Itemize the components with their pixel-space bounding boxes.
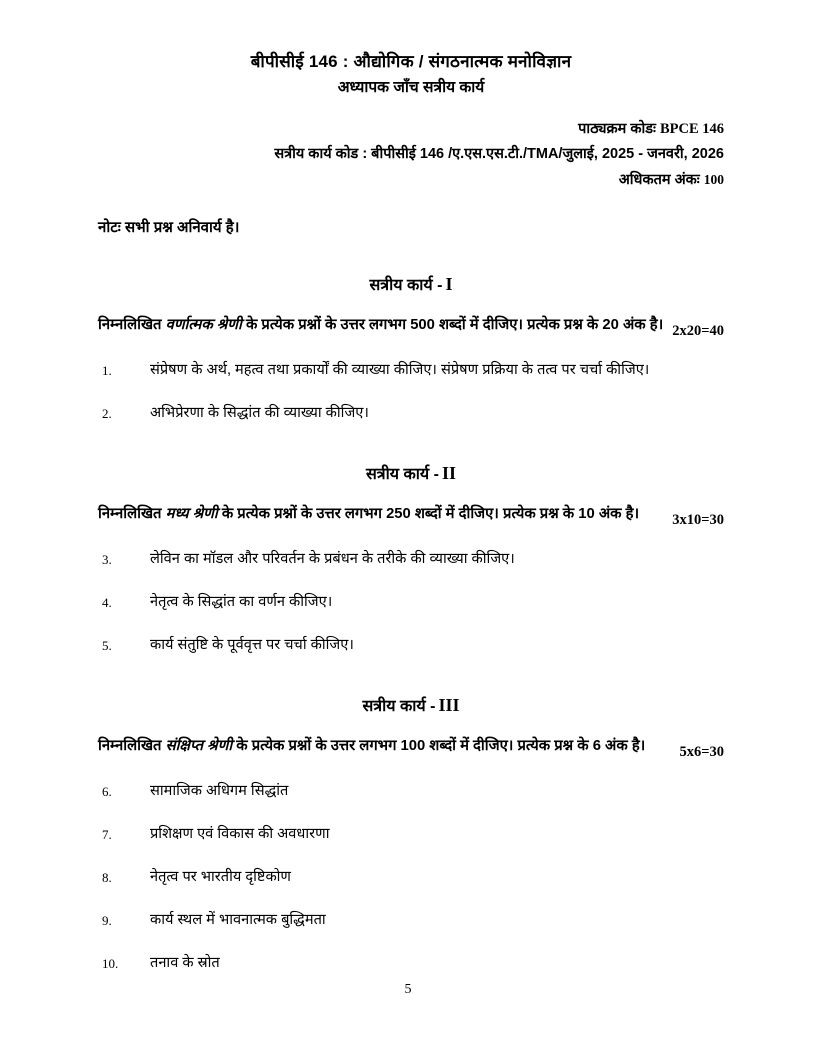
question-item xyxy=(98,590,724,615)
question-number: 7. xyxy=(102,827,112,842)
note-line: नोटः सभी प्रश्न अनिवार्य है। xyxy=(98,219,240,236)
section-1-instruction-italic: वर्णात्मक श्रेणी xyxy=(165,317,242,333)
section-2-question-list xyxy=(98,547,724,658)
section-1-instruction-wrap xyxy=(98,313,724,344)
section-2-instruction-post: के प्रत्येक प्रश्नों के उत्तर लगभग 250 शब्दों में दीजिए। प्रत्येक प्रश्न के 10 अंक है। xyxy=(217,506,640,522)
document-subtitle: अध्यापक जाँच सत्रीय कार्य xyxy=(337,79,485,96)
course-code-value: BPCE 146 xyxy=(659,121,724,137)
question-text: संप्रेषण के अर्थ, महत्व तथा प्रकार्यों की व्याख्या कीजिए। संप्रेषण प्रक्रिया के तत्व पर चर्चा कीजिए। xyxy=(150,362,650,378)
max-marks-label: अधिकतम अंकः xyxy=(618,172,700,188)
section-2-instruction-pre: निम्नलिखित xyxy=(98,506,166,522)
question-item xyxy=(98,358,724,383)
question-number: 2. xyxy=(102,406,112,421)
question-item xyxy=(98,822,724,847)
question-item xyxy=(98,401,724,426)
section-1-heading xyxy=(98,273,724,295)
question-text: अभिप्रेरणा के सिद्धांत की व्याख्या कीजिए। xyxy=(150,405,369,421)
question-text: प्रशिक्षण एवं विकास की अवधारणा xyxy=(150,826,330,842)
section-2-instruction xyxy=(98,502,724,527)
assignment-code-line: सत्रीय कार्य कोड : बीपीसीई 146 /ए.एस.एस.टी./TMA/जुलाई, 2025 - जनवरी, 2026 xyxy=(274,146,724,162)
section-3-heading xyxy=(98,694,724,716)
question-item xyxy=(98,951,724,976)
question-number: 3. xyxy=(102,552,112,567)
question-text: नेतृत्व पर भारतीय दृष्टिकोण xyxy=(150,869,291,885)
section-2-heading xyxy=(98,462,724,484)
document-title: बीपीसीई 146 : औद्योगिक / संगठनात्मक मनोविज्ञान xyxy=(250,52,572,71)
section-3-marks: 5x6=30 xyxy=(679,744,724,760)
question-item xyxy=(98,547,724,572)
question-item xyxy=(98,865,724,890)
section-3-heading-label: सत्रीय कार्य - xyxy=(362,698,436,715)
section-3-instruction-post: के प्रत्येक प्रश्नों के उत्तर लगभग 100 शब्दों में दीजिए। प्रत्येक प्रश्न के 6 अंक है। xyxy=(232,738,646,754)
question-item xyxy=(98,779,724,804)
course-code-line xyxy=(98,117,724,142)
question-item xyxy=(98,908,724,933)
section-1-instruction-pre: निम्नलिखित xyxy=(98,317,166,333)
course-code-label: पाठ्यक्रम कोडः xyxy=(578,121,656,137)
section-3-instruction-wrap xyxy=(98,734,724,765)
question-number: 8. xyxy=(102,870,112,885)
section-2-roman: II xyxy=(442,463,457,483)
section-3-roman: III xyxy=(438,695,460,715)
section-2-heading-label: सत्रीय कार्य - xyxy=(365,466,439,483)
question-number: 4. xyxy=(102,595,112,610)
section-1-heading-label: सत्रीय कार्य - xyxy=(369,277,443,294)
max-marks-value: 100 xyxy=(703,172,724,187)
document-header xyxy=(98,48,724,193)
question-text: नेतृत्व के सिद्धांत का वर्णन कीजिए। xyxy=(150,594,333,610)
question-item xyxy=(98,633,724,658)
question-text: लेविन का मॉडल और परिवर्तन के प्रबंधन के तरीके की व्याख्या कीजिए। xyxy=(150,551,515,567)
section-3-instruction-pre: निम्नलिखित xyxy=(98,738,166,754)
section-1-question-list xyxy=(98,358,724,426)
section-1 xyxy=(98,273,724,426)
question-number: 6. xyxy=(102,784,112,799)
section-1-marks: 2x20=40 xyxy=(672,323,724,339)
section-1-roman: I xyxy=(445,274,453,294)
section-3-question-list xyxy=(98,779,724,976)
section-2-marks: 3x10=30 xyxy=(672,512,724,528)
question-number: 9. xyxy=(102,913,112,928)
section-1-instruction-post: के प्रत्येक प्रश्नों के उत्तर लगभग 500 शब्दों में दीजिए। प्रत्येक प्रश्न के 20 अंक है। xyxy=(241,317,664,333)
question-number: 1. xyxy=(102,363,112,378)
max-marks-line xyxy=(98,167,724,193)
section-1-instruction xyxy=(98,313,724,338)
section-2-instruction-italic: मध्य श्रेणी xyxy=(165,506,218,522)
section-3 xyxy=(98,694,724,976)
section-2-instruction-wrap xyxy=(98,502,724,533)
question-text: सामाजिक अधिगम सिद्धांत xyxy=(150,783,289,799)
section-3-instruction xyxy=(98,734,724,759)
question-number: 5. xyxy=(102,638,112,653)
section-3-instruction-italic: संक्षिप्त श्रेणी xyxy=(165,738,233,754)
question-text: तनाव के स्रोत xyxy=(150,955,220,971)
question-number: 10. xyxy=(102,956,119,971)
section-2 xyxy=(98,462,724,658)
question-text: कार्य स्थल में भावनात्मक बुद्धिमता xyxy=(150,912,326,928)
document-meta xyxy=(98,117,724,193)
question-text: कार्य संतुष्टि के पूर्ववृत्त पर चर्चा कीजिए। xyxy=(150,637,354,653)
page-number: 5 xyxy=(404,982,412,997)
